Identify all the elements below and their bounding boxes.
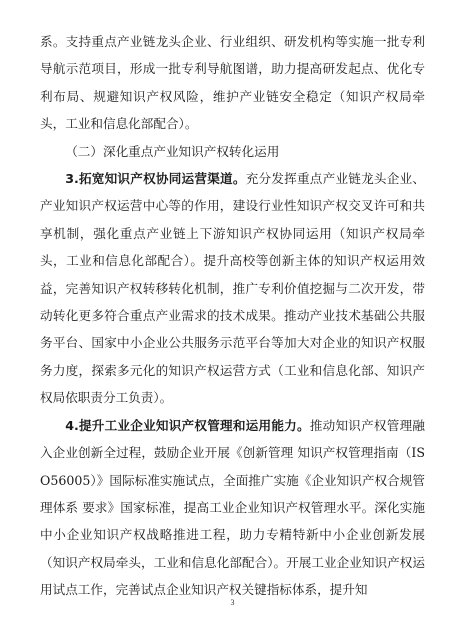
item-4-paragraph <box>40 412 425 604</box>
item-3-paragraph <box>40 165 425 412</box>
item-3-text: 充分发挥重点产业链龙头企业、产业知识产权运营中心等的作用，建设行业性知识产权交叉许可和共享机制，强化重点产业链上下游知识产权协同运用（知识产权局牵头，工业和信息化部配合）。提升高校等创新主体的知识产权运用效益，完善知识产权转移转化机制，推广专利价值挖掘与二次开发，带动转化更多符合重点产业需求的技术成果。推动产业技术基础公共服务平台、国家中小企业公共服务示范平台等加大对企业的知识产权服务力度，探索多元化的知识产权运营方式（工业和信息化部、知识产权局依职责分工负责）。 <box>40 171 425 406</box>
item-4-lead: 4.提升工业企业知识产权管理和运用能力。 <box>65 417 310 433</box>
paragraph-continuation: 系。支持重点产业链龙头企业、行业组织、研发机构等实施一批专利导航示范项目，形成一批专利导航图谱，助力提高研发起点、优化专利布局、规避知识产权风险，维护产业链安全稳定（知识产权局牵头，工业和信息化部配合）。 <box>40 34 425 132</box>
item-4-text: 推动知识产权管理融入企业创新全过程，鼓励企业开展《创新管理 知识产权管理指南（ISO56005）》国际标准实施试点，全面推广实施《企业知识产权合规管理体系 要求》国家标准，提高工业企业知识产权管理水平。深化实施中小企业知识产权战略推进工程，助力专精特新中小企业创新发展（知识产权局牵头，工业和信息化部配合）。开展工业企业知识产权运用试点工作，完善试点企业知识产权关键指标体系，提升知 <box>40 417 425 598</box>
section-heading: （二）深化重点产业知识产权转化运用 <box>65 143 280 159</box>
page-number: 3 <box>230 598 235 607</box>
item-3-lead: 3.拓宽知识产权协同运营渠道。 <box>65 171 246 187</box>
